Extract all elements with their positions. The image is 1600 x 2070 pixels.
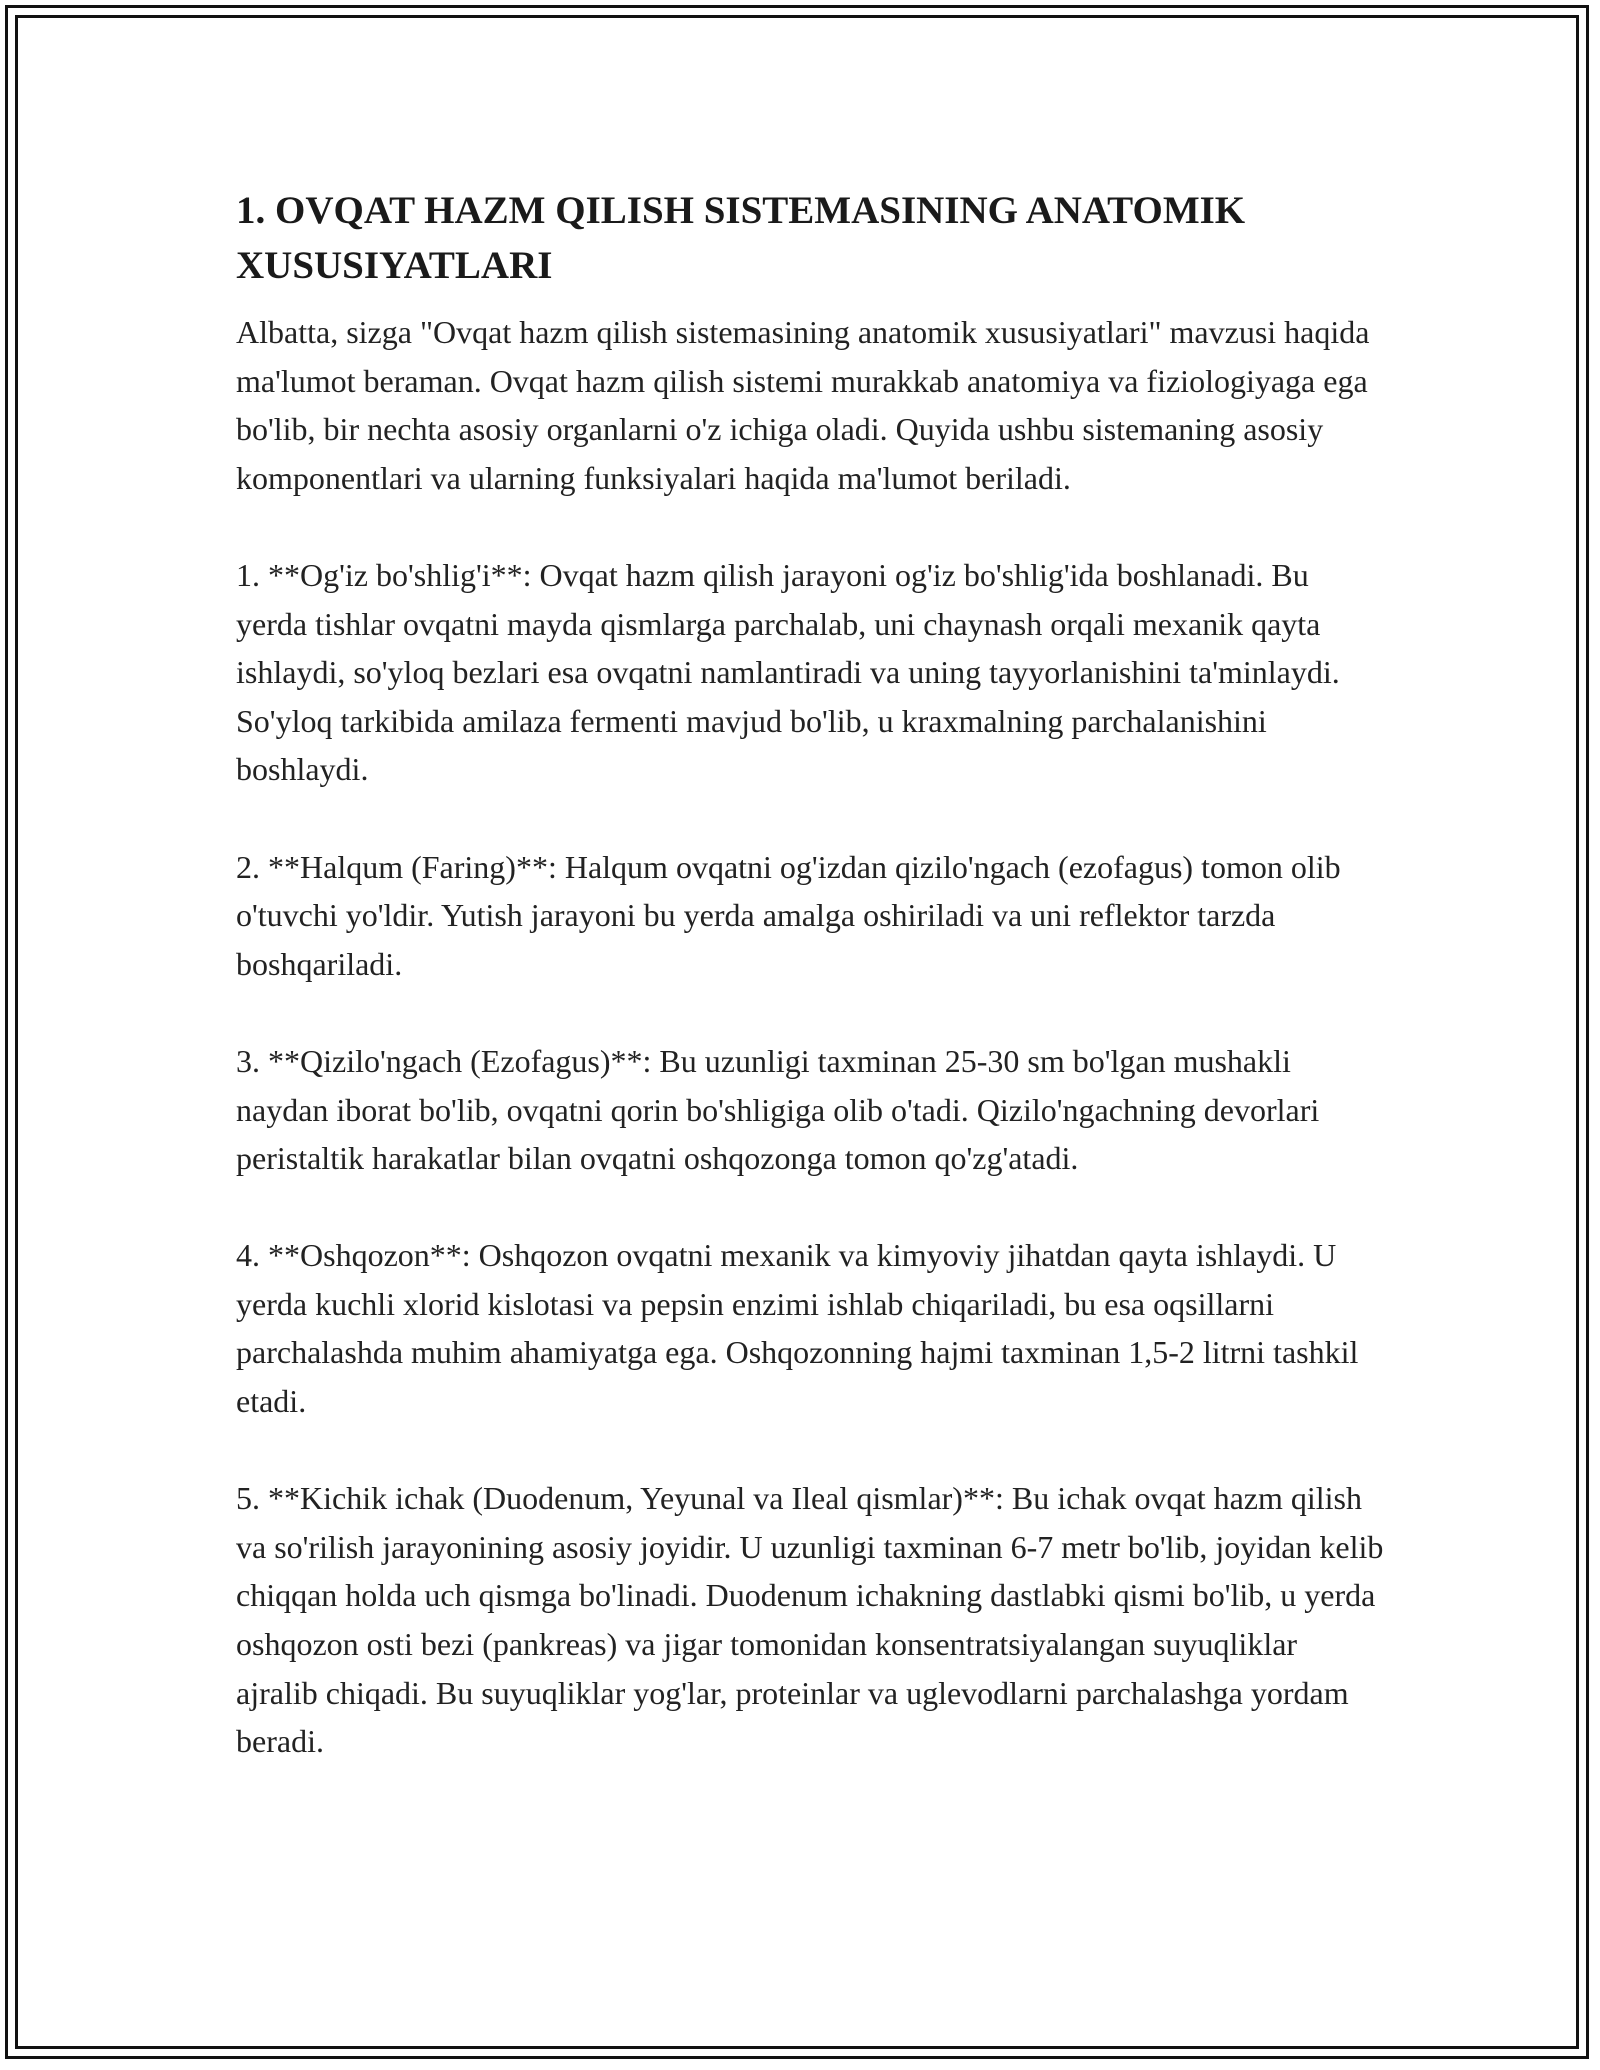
section-heading: 1. OVQAT HAZM QILISH SISTEMASINING ANATOMIK XUSUSIYATLARI — [236, 189, 1246, 287]
paragraph-esophagus: 3. **Qizilo'ngach (Ezofagus)**: Bu uzunligi taxminan 25-30 sm bo'lgan mushakli naydan iborat bo'lib, ovqatni qorin bo'shligiga olib o'tadi. Qizilo'ngachning devorlari peristaltik harakatlar bilan ovqatni oshqozonga tomon qo'zg'atadi. — [236, 1042, 1320, 1177]
paragraph-oral-cavity: 1. **Og'iz bo'shlig'i**: Ovqat hazm qilish jarayoni og'iz bo'shlig'ida boshlanadi. Bu yerda tishlar ovqatni mayda qismlarga parchalab, uni chaynash orqali mexanik qayta ishlaydi, so'yloq bezlari esa ovqatni namlantiradi va uning tayyorlanishini ta'minlaydi. So'yloq tarkibida amilaza fermenti mavjud bo'lib, u kraxmalning parchalanishini boshlaydi. — [236, 556, 1340, 788]
intro-paragraph: Albatta, sizga "Ovqat hazm qilish sistemasining anatomik xususiyatlari" mavzusi haqida ma'lumot beraman. Ovqat hazm qilish sistemi murakkab anatomiya va fiziologiyaga ega bo'lib, bir nechta asosiy organlarni o'z ichiga oladi. Quyida ushbu sistemaning asosiy komponentlari va ularning funksiyalari haqida ma'lumot beriladi. — [236, 314, 1370, 496]
paragraph-stomach: 4. **Oshqozon**: Oshqozon ovqatni mexanik va kimyoviy jihatdan qayta ishlaydi. U yerda kuchli xlorid kislotasi va pepsin enzimi ishlab chiqariladi, bu esa oqsillarni parchalashda muhim ahamiyatga ega. Oshqozonning hajmi taxminan 1,5-2 litrni tashkil etadi. — [236, 1237, 1359, 1420]
paragraph-pharynx: 2. **Halqum (Faring)**: Halqum ovqatni og'izdan qizilo'ngach (ezofagus) tomon olib o'tuvchi yo'ldir. Yutish jarayoni bu yerda amalga oshiriladi va uni reflektor tarzda boshqariladi. — [236, 848, 1341, 982]
paragraph-small-intestine: 5. **Kichik ichak (Duodenum, Yeyunal va Ileal qismlar)**: Bu ichak ovqat hazm qilish va so'rilish jarayonining asosiy joyidir. U uzunligi taxminan 6-7 metr bo'lib, joyidan kelib chiqqan holda uch qismga bo'linadi. Duodenum ichakning dastlabki qismi bo'lib, u yerda oshqozon osti bezi (pankreas) va jigar tomonidan konsentratsiyalangan suyuqliklar ajralib chiqadi. Bu suyuqliklar yog'lar, proteinlar va uglevodlarni parchalashga yordam beradi. — [236, 1480, 1384, 1760]
document-body — [236, 183, 1386, 1814]
